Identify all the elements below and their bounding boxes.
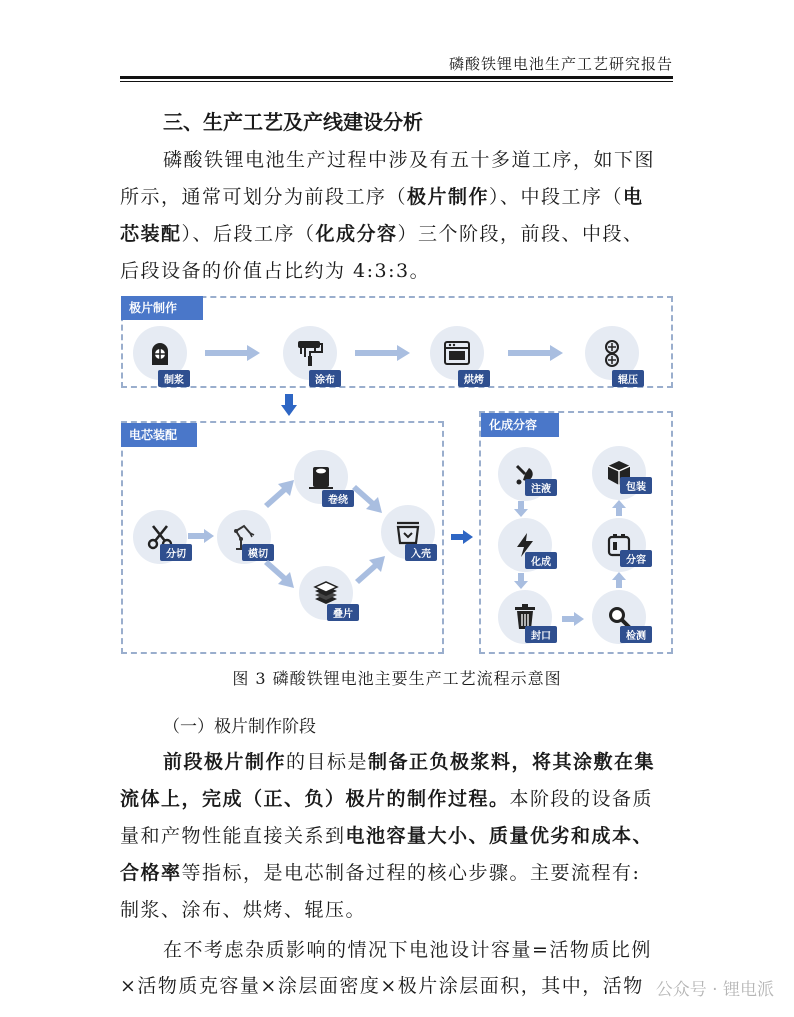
step-sealing: 封口 — [525, 626, 557, 643]
step-mixing: 制浆 — [158, 370, 190, 387]
subsection-title: （一）极片制作阶段 — [163, 717, 316, 737]
arrow-right-icon — [508, 345, 563, 361]
arrow-up-icon — [612, 500, 626, 516]
step-formation: 化成 — [525, 552, 557, 569]
arrow-right-icon — [451, 530, 473, 544]
roller-press-icon — [598, 339, 626, 367]
step-winding: 卷绕 — [322, 490, 354, 507]
arrow-right-icon — [355, 345, 410, 361]
paint-roller-icon — [296, 339, 324, 367]
step-casing: 入壳 — [405, 544, 437, 561]
arrow-down-icon — [514, 501, 528, 517]
step-die-cutting: 模切 — [242, 544, 274, 561]
oven-icon — [443, 339, 471, 367]
arrow-up-right-icon — [264, 480, 294, 508]
para2-line-2: ×活物质克容量×涂层面密度×极片涂层面积，其中，活物 — [120, 975, 644, 997]
arrow-right-icon — [188, 529, 214, 543]
arrow-down-icon — [514, 573, 528, 589]
arrow-down-right-icon — [264, 560, 294, 588]
section-heading: 三、生产工艺及产线建设分析 — [163, 110, 423, 134]
step-coating: 涂布 — [309, 370, 341, 387]
para-line-2: 流体上，完成（正、负）极片的制作过程。本阶段的设备质 — [120, 788, 654, 810]
arrow-down-right-icon — [352, 485, 382, 513]
stage2-title: 电芯装配 — [121, 423, 197, 447]
step-grading: 分容 — [620, 550, 652, 567]
winding-roll-icon — [307, 463, 335, 491]
step-baking: 烘烤 — [458, 370, 490, 387]
intro-line-1: 磷酸铁锂电池生产过程中涉及有五十多道工序，如下图 — [163, 149, 656, 171]
header-rule-thick — [120, 76, 673, 79]
stack-sheets-icon — [312, 579, 340, 607]
para2-line-1: 在不考虑杂质影响的情况下电池设计容量=活物质比例 — [163, 939, 652, 961]
step-stacking: 叠片 — [327, 604, 359, 621]
step-slitting: 分切 — [160, 544, 192, 561]
watermark: 公众号 · 锂电派 — [655, 980, 774, 1000]
stage3-title: 化成分容 — [481, 413, 559, 437]
arrow-up-right-icon — [355, 556, 385, 584]
figure-caption: 图 3 磷酸铁锂电池主要生产工艺流程示意图 — [232, 669, 562, 688]
arrow-right-icon — [205, 345, 260, 361]
intro-line-2: 所示，通常可划分为前段工序（极片制作）、中段工序（电 — [120, 186, 644, 208]
mixer-icon — [146, 339, 174, 367]
arrow-down-icon — [281, 394, 297, 416]
stage1-title: 极片制作 — [121, 296, 203, 320]
arrow-right-icon — [562, 612, 584, 626]
casing-icon — [394, 518, 422, 546]
header-rule-thin — [120, 81, 673, 82]
para-line-4: 合格率等指标，是电芯制备过程的核心步骤。主要流程有: — [120, 862, 641, 884]
page-header-title: 磷酸铁锂电池生产工艺研究报告 — [448, 55, 673, 73]
intro-line-4: 后段设备的价值占比约为 4:3:3。 — [120, 260, 431, 282]
para-line-3: 量和产物性能直接关系到电池容量大小、质量优劣和成本、 — [120, 825, 654, 847]
step-filling: 注液 — [525, 479, 557, 496]
intro-line-3: 芯装配）、后段工序（化成分容）三个阶段，前段、中段、 — [120, 223, 644, 245]
step-packing: 包装 — [620, 477, 652, 494]
step-rolling: 辊压 — [612, 370, 644, 387]
para-line-1: 前段极片制作的目标是制备正负极浆料，将其涂敷在集 — [163, 751, 656, 773]
arrow-up-icon — [612, 572, 626, 588]
step-testing: 检测 — [620, 626, 652, 643]
para-line-5: 制浆、涂布、烘烤、辊压。 — [120, 899, 367, 921]
